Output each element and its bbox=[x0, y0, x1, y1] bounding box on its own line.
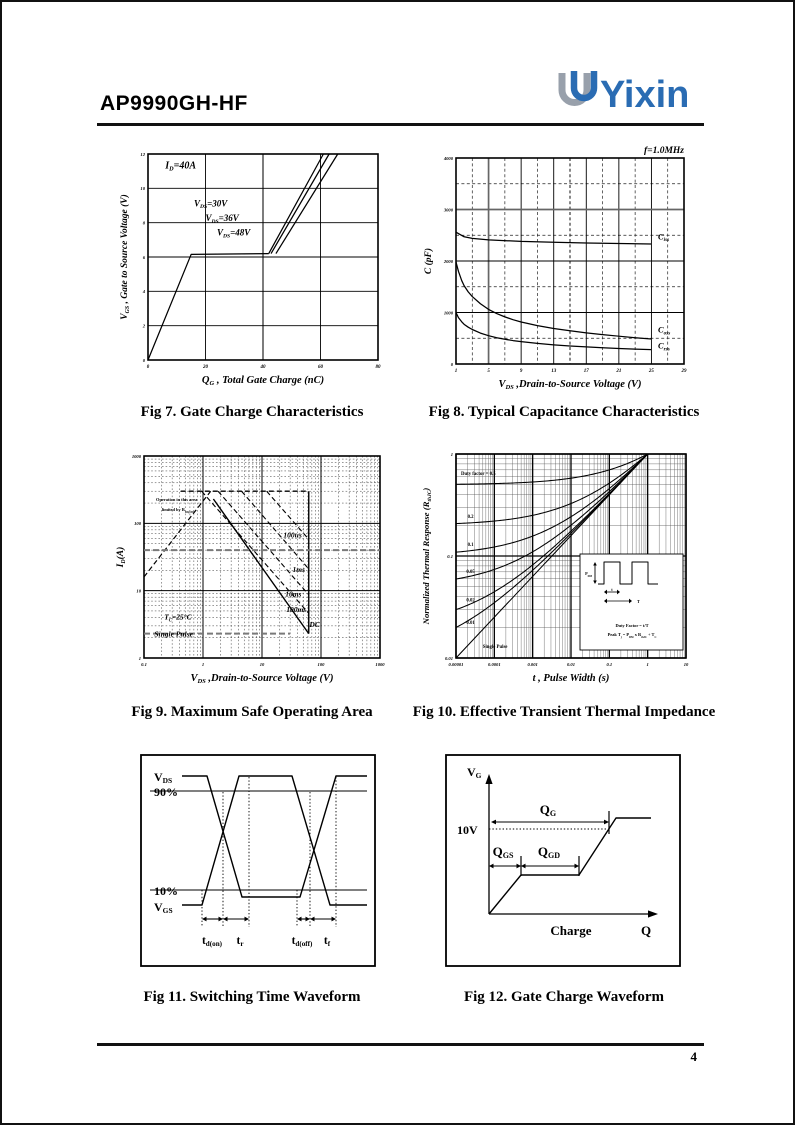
svg-text:VDS=36V: $V_{DS}=36V$ bbox=[205, 212, 239, 225]
svg-text:29: 29 bbox=[681, 369, 687, 374]
yixin-logo bbox=[554, 66, 704, 120]
svg-text:limited by RDS(ON): limited by $R_{DS(ON)}$ bbox=[161, 507, 195, 514]
page-number: 4 bbox=[690, 1049, 697, 1064]
svg-text:10: 10 bbox=[683, 662, 689, 667]
svg-text:1: 1 bbox=[646, 662, 649, 667]
fig9-caption: Fig 9. Maximum Safe Operating Area bbox=[131, 704, 373, 720]
svg-text:0.1: 0.1 bbox=[467, 543, 474, 549]
fig9-soa-chart bbox=[114, 448, 394, 696]
svg-text:ID=40A: ID=40A bbox=[165, 160, 196, 173]
svg-text:VDS ,Drain-to-Source Voltage (: VDS ,Drain-to-Source Voltage (V) bbox=[498, 379, 642, 391]
svg-text:QGD: QGD bbox=[537, 844, 561, 860]
svg-text:1000: 1000 bbox=[443, 310, 453, 316]
svg-text:0: 0 bbox=[146, 365, 150, 370]
fig8-caption: Fig 8. Typical Capacitance Characteristics bbox=[428, 404, 700, 420]
svg-text:0: 0 bbox=[142, 357, 145, 363]
figure-8 bbox=[422, 142, 707, 401]
svg-text:25: 25 bbox=[648, 369, 654, 374]
svg-text:60: 60 bbox=[318, 365, 323, 370]
svg-text:VDS=30V: $V_{DS}=30V$ bbox=[194, 198, 228, 211]
svg-text:0.1: 0.1 bbox=[447, 553, 453, 559]
svg-text:TC=25°C: $T_C=25^\circ C$ bbox=[164, 612, 192, 624]
svg-text:QG , Total Gate Charge (nC): QG , Total Gate Charge (nC) bbox=[201, 375, 325, 387]
svg-text:20: 20 bbox=[203, 365, 208, 370]
svg-text:Operation in this area: Operation in this area bbox=[156, 496, 198, 502]
svg-text:0.1: 0.1 bbox=[606, 662, 613, 667]
svg-text:Duty Factor = t/T: Duty Factor = t/T bbox=[615, 623, 649, 628]
fig10-caption: Fig 10. Effective Transient Thermal Impedance bbox=[412, 704, 716, 720]
svg-text:13: 13 bbox=[551, 369, 557, 374]
svg-text:0.0001: 0.0001 bbox=[488, 662, 501, 667]
svg-text:1ms: 1ms bbox=[292, 564, 306, 574]
svg-text:f=1.0MHz: f=1.0MHz bbox=[644, 146, 684, 156]
figure-7 bbox=[118, 148, 386, 403]
svg-text:td(off): td(off) bbox=[291, 935, 313, 948]
part-number-title: AP9990GH-HF bbox=[100, 92, 248, 115]
svg-text:tf: tf bbox=[323, 935, 331, 948]
svg-text:100: 100 bbox=[317, 662, 325, 667]
svg-text:VDS ,Drain-to-Source Voltage (: VDS ,Drain-to-Source Voltage (V) bbox=[190, 673, 334, 685]
svg-text:0.001: 0.001 bbox=[527, 662, 538, 667]
svg-text:0.02: 0.02 bbox=[466, 598, 475, 604]
svg-text:ID(A): ID(A) bbox=[116, 546, 127, 568]
svg-text:0.01: 0.01 bbox=[566, 662, 576, 667]
svg-text:2000: 2000 bbox=[443, 258, 453, 264]
svg-text:21: 21 bbox=[616, 369, 622, 374]
svg-text:tr: tr bbox=[236, 935, 244, 948]
svg-text:10: 10 bbox=[140, 186, 145, 192]
svg-text:VDS: VDS bbox=[154, 770, 173, 785]
svg-text:10: 10 bbox=[136, 588, 141, 594]
svg-text:Crss: $C_{rss}$ bbox=[657, 340, 670, 353]
svg-text:2: 2 bbox=[142, 323, 145, 329]
fig11-caption: Fig 11. Switching Time Waveform bbox=[143, 989, 361, 1005]
svg-text:Charge: Charge bbox=[550, 923, 592, 938]
svg-text:C (pF): C (pF) bbox=[424, 247, 434, 275]
svg-text:100ms: 100ms bbox=[286, 605, 307, 615]
svg-text:td(on): td(on) bbox=[201, 935, 223, 948]
svg-text:QGS: QGS bbox=[492, 844, 514, 860]
svg-text:0.01: 0.01 bbox=[444, 655, 453, 661]
header-rule bbox=[97, 123, 704, 126]
svg-text:4: 4 bbox=[142, 289, 145, 295]
svg-text:1000: 1000 bbox=[375, 662, 385, 667]
svg-text:VG: VG bbox=[467, 765, 482, 780]
svg-text:3000: 3000 bbox=[443, 207, 453, 213]
svg-text:Normalized Thermal Response (R: Normalized Thermal Response $(R_{thJC})$ bbox=[421, 487, 433, 625]
svg-text:100us: 100us bbox=[283, 530, 302, 540]
svg-text:Coss: $C_{oss}$ bbox=[657, 324, 671, 337]
svg-text:0.01: 0.01 bbox=[466, 621, 475, 627]
svg-text:90%: 90% bbox=[154, 785, 178, 799]
svg-text:0.2: 0.2 bbox=[467, 515, 474, 521]
svg-text:1: 1 bbox=[138, 655, 141, 661]
svg-text:DC: DC bbox=[309, 619, 320, 629]
svg-text:1: 1 bbox=[201, 662, 205, 667]
svg-text:0.00001: 0.00001 bbox=[448, 662, 464, 667]
svg-text:Peak Tj = PDM x RthJC + TC: Peak $T_j = P_{DM}$ x $R_{thJC} + T_C$ bbox=[607, 632, 657, 639]
svg-text:Q: Q bbox=[640, 923, 652, 938]
svg-text:40: 40 bbox=[260, 365, 266, 370]
svg-text:Duty factor = 0.5: Duty factor = 0.5 bbox=[460, 472, 496, 478]
svg-text:Ciss: $C_{iss}$ bbox=[657, 231, 670, 244]
svg-text:10V: 10V bbox=[457, 823, 478, 837]
svg-text:8: 8 bbox=[142, 220, 145, 226]
figure-9 bbox=[114, 448, 394, 701]
svg-text:0.1: 0.1 bbox=[141, 662, 147, 667]
figure-11 bbox=[140, 754, 376, 972]
svg-text:1: 1 bbox=[454, 369, 458, 374]
svg-text:10ms: 10ms bbox=[285, 589, 302, 599]
svg-text:Single Pulse: Single Pulse bbox=[482, 645, 508, 651]
logo-text: Yixin bbox=[600, 74, 690, 116]
fig7-caption: Fig 7. Gate Charge Characteristics bbox=[140, 404, 364, 420]
figure-10 bbox=[420, 446, 708, 703]
fig12-caption: Fig 12. Gate Charge Waveform bbox=[463, 989, 665, 1005]
svg-text:VGS , Gate to Source Voltage (: VGS , Gate to Source Voltage (V) bbox=[120, 194, 131, 320]
svg-text:4000: 4000 bbox=[443, 155, 453, 161]
svg-text:1000: 1000 bbox=[131, 453, 141, 459]
svg-text:VGS: VGS bbox=[154, 900, 173, 915]
figure-12 bbox=[445, 754, 681, 972]
fig11-switching-waveform bbox=[140, 754, 376, 967]
svg-text:10: 10 bbox=[259, 662, 265, 667]
svg-text:0: 0 bbox=[450, 361, 453, 367]
fig7-gate-charge-chart bbox=[118, 148, 386, 398]
fig10-thermal-impedance-chart bbox=[420, 446, 708, 698]
svg-text:t: t bbox=[611, 587, 613, 592]
svg-text:80: 80 bbox=[375, 365, 381, 370]
svg-text:17: 17 bbox=[583, 369, 589, 374]
svg-text:VDS=48V: $V_{DS}=48V$ bbox=[217, 227, 251, 240]
fig12-gate-charge-waveform bbox=[445, 754, 681, 967]
svg-text:10%: 10% bbox=[154, 884, 178, 898]
svg-text:6: 6 bbox=[142, 254, 145, 260]
svg-text:Single Pulse: Single Pulse bbox=[154, 629, 193, 639]
svg-text:QG: QG bbox=[539, 802, 557, 818]
footer-rule bbox=[97, 1043, 704, 1046]
svg-text:T: T bbox=[637, 599, 640, 604]
svg-text:5: 5 bbox=[487, 369, 490, 374]
svg-text:9: 9 bbox=[519, 369, 523, 374]
svg-text:1: 1 bbox=[450, 451, 453, 457]
svg-text:100: 100 bbox=[134, 521, 141, 527]
svg-text:PDM: $P_{DM}$ bbox=[585, 571, 592, 578]
svg-text:0.05: 0.05 bbox=[466, 570, 475, 576]
fig8-capacitance-chart bbox=[422, 142, 707, 396]
svg-text:t , Pulse Width (s): t , Pulse Width (s) bbox=[532, 673, 610, 684]
svg-text:12: 12 bbox=[140, 151, 145, 157]
